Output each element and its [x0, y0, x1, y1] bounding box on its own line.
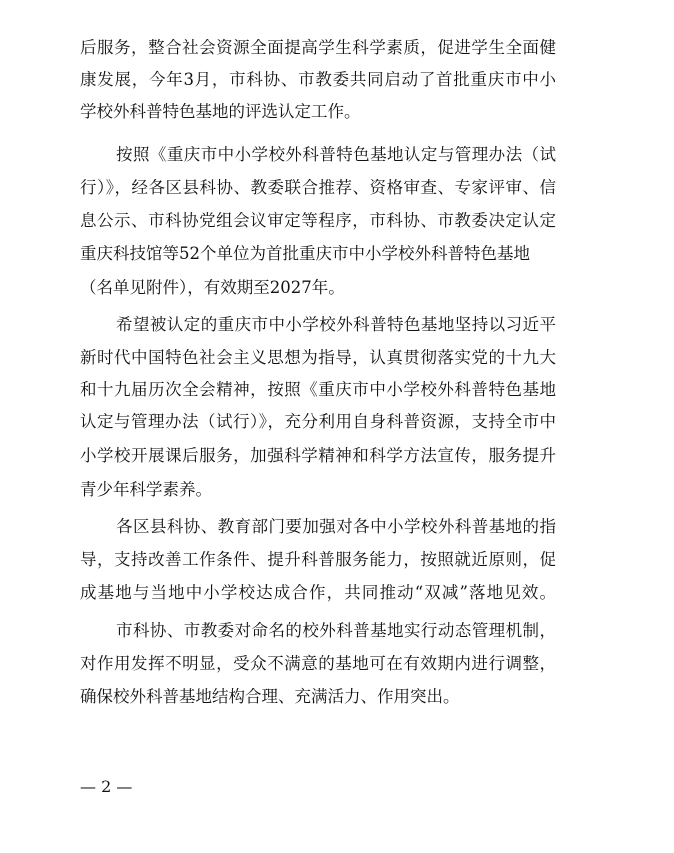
- text-line: 导，支持改善工作条件、提升科普服务能力，按照就近原则，促: [80, 550, 556, 569]
- text-line: 小学校开展课后服务，加强科学精神和科学方法宣传，服务提升: [80, 446, 556, 465]
- text-line: 确保校外科普基地结构合理、充满活力、作用突出。: [80, 687, 460, 706]
- text-line: 新时代中国特色社会主义思想为指导，认真贯彻落实党的十九大: [80, 348, 556, 367]
- text-line: 行）》，经各区县科协、教委联合推荐、资格审查、专家评审、信: [80, 178, 556, 197]
- text-line: 后服务，整合社会资源全面提高学生科学素质，促进学生全面健: [80, 38, 556, 57]
- page-number: — 2 —: [80, 777, 133, 796]
- text-line: 息公示、市科协党组会议审定等程序，市科协、市教委决定认定: [80, 211, 556, 230]
- text-line: 和十九届历次全会精神，按照《重庆市中小学校外科普特色基地: [80, 380, 556, 399]
- text-line: 各区县科协、教育部门要加强对各中小学校外科普基地的指: [116, 517, 556, 536]
- text-line: 市科协、市教委对命名的校外科普基地实行动态管理机制，: [116, 621, 556, 640]
- text-line: 青少年科学素养。: [80, 480, 212, 499]
- text-line: 按照《重庆市中小学校外科普特色基地认定与管理办法（试: [116, 145, 556, 164]
- text-line: 希望被认定的重庆市中小学校外科普特色基地坚持以习近平: [116, 315, 556, 334]
- text-line: 认定与管理办法（试行）》，充分利用自身科普资源，支持全市中: [80, 412, 556, 431]
- text-line: 重庆科技馆等52个单位为首批重庆市中小学校外科普特色基地: [80, 244, 530, 263]
- text-line: 康发展，今年3月，市科协、市教委共同启动了首批重庆市中小: [80, 70, 556, 89]
- text-line: 对作用发挥不明显，受众不满意的基地可在有效期内进行调整，: [80, 654, 556, 673]
- text-line: 成基地与当地中小学校达成合作，共同推动“双减”落地见效。: [80, 583, 556, 602]
- text-line: （名单见附件），有效期至2027年。: [80, 278, 345, 297]
- text-line: 学校外科普特色基地的评选认定工作。: [80, 102, 361, 121]
